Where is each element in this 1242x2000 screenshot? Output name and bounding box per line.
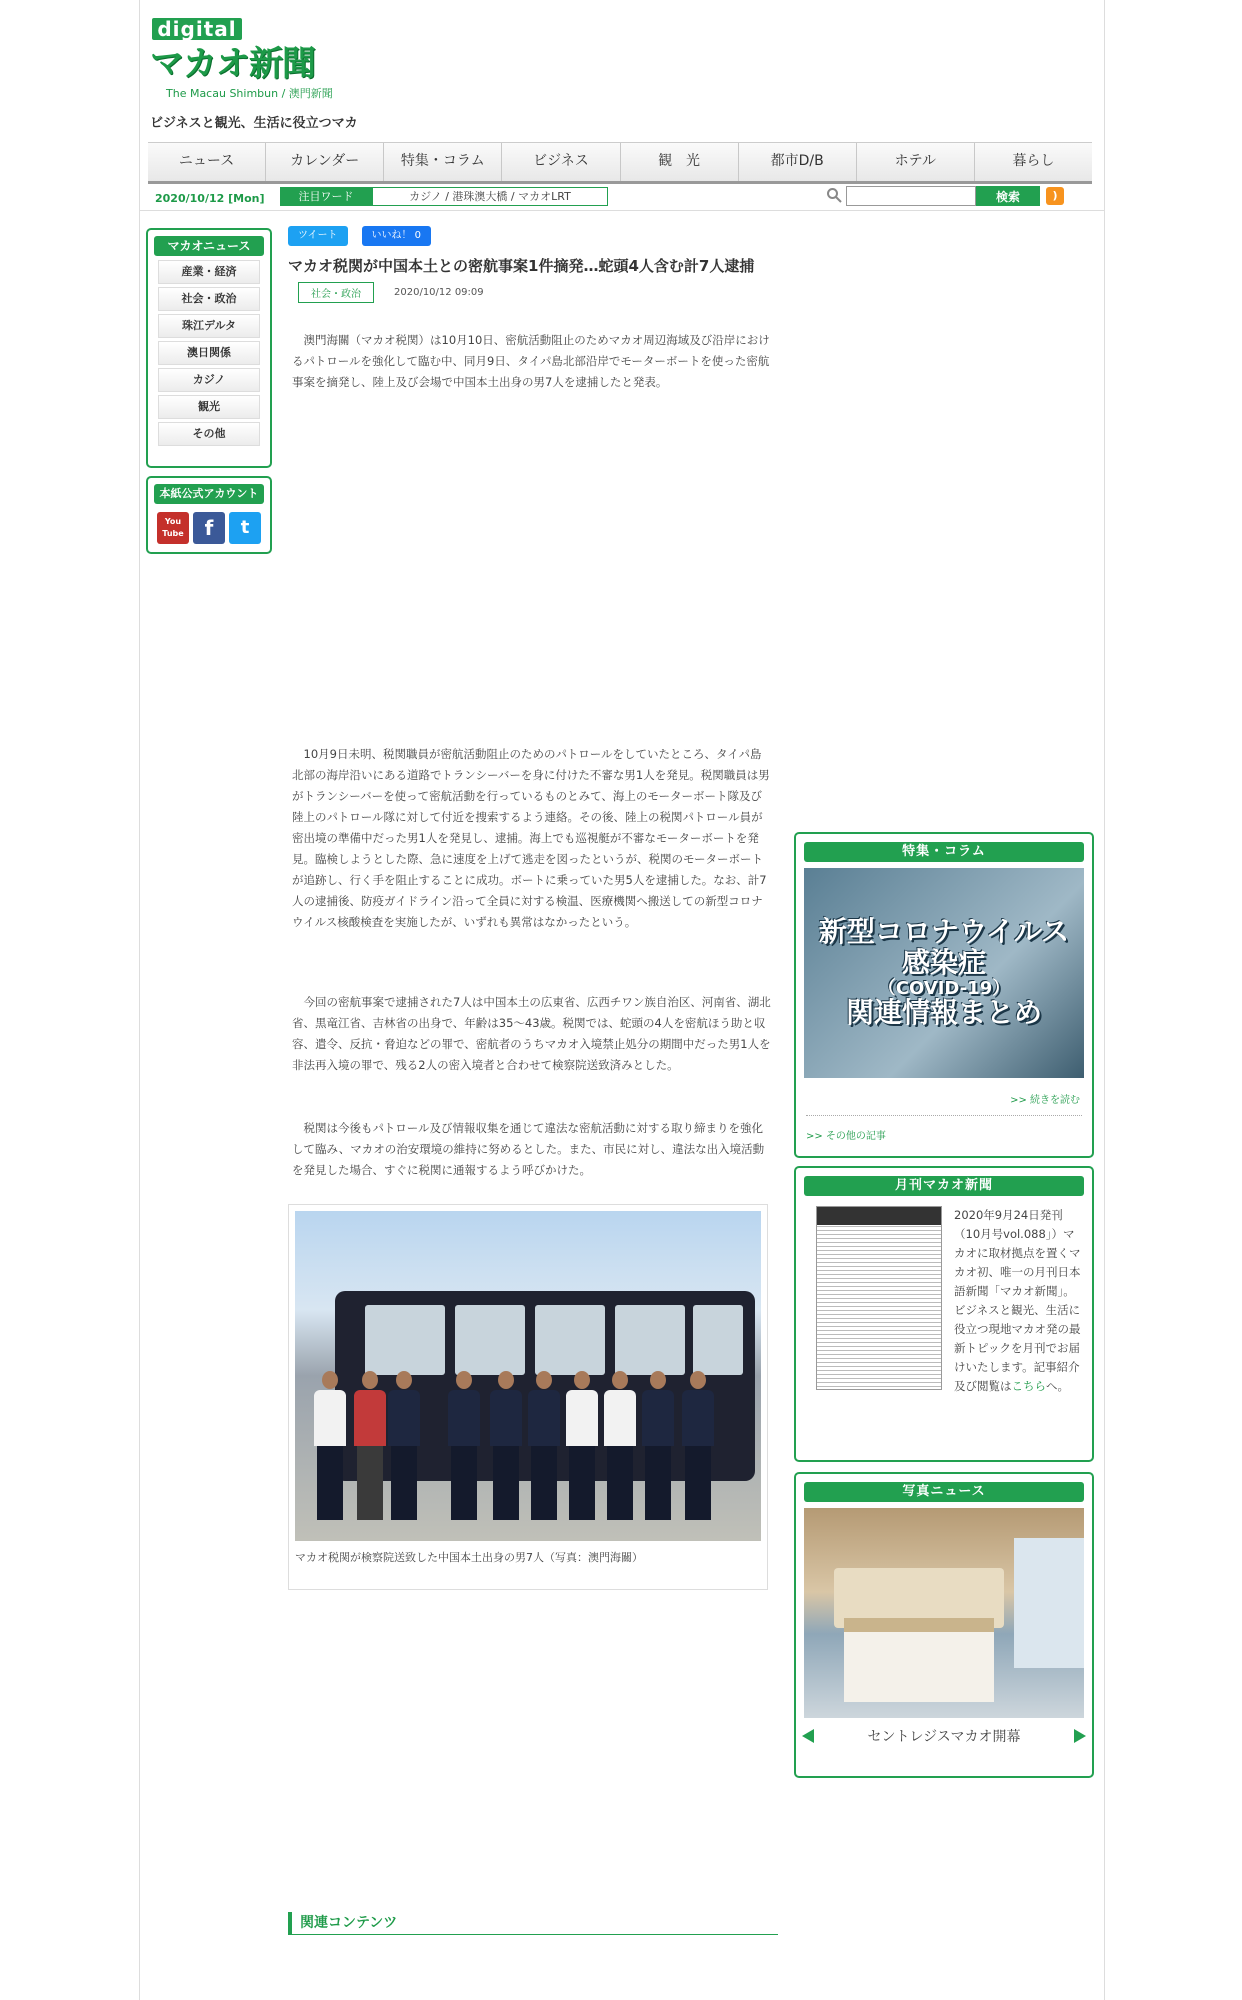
nav-city-db[interactable]: 都市D/B: [739, 143, 857, 181]
photo-news-caption[interactable]: セントレジスマカオ開幕: [867, 1729, 1021, 1745]
social-links: [148, 512, 270, 544]
header-divider: [140, 210, 1104, 211]
main-nav: [148, 142, 1092, 181]
banner-line: 関連情報まとめ: [845, 996, 1042, 1030]
related-content-heading: [288, 1912, 778, 1935]
twitter-icon[interactable]: t: [229, 512, 261, 544]
photo-news-box: [794, 1472, 1094, 1778]
category-macau-japan[interactable]: 澳日関係: [158, 341, 260, 365]
article-paragraph: 澳門海關（マカオ税関）は10月10日、密航活動阻止のためマカオ周辺海域及び沿岸におけるパトロールを強化して臨む中、同月9日、タイパ島北部沿岸でモーターボートを使った密航事案を摘発し、陸上及び会場で中国本土出身の男7人を逮捕したと発表。: [292, 333, 770, 389]
magazine-cover[interactable]: [816, 1206, 942, 1390]
monthly-paper-box: [794, 1166, 1094, 1462]
logo-digital[interactable]: digital: [152, 18, 242, 40]
nav-business[interactable]: ビジネス: [502, 143, 620, 181]
search-input[interactable]: [846, 186, 976, 206]
monthly-paper-content: [796, 1202, 1092, 1406]
article-paragraph: 今回の密航事案で逮捕された7人は中国本土の広東省、広西チワン族自治区、河南省、湖北省、黒竜江省、吉林省の出身で、年齢は35〜43歳。税関では、蛇頭の4人を密航ほう助と収容、遣令、反抗・脅迫などの罪で、密航者のうちマカオ入境禁止処分の期間中だった男1人を非法再入境の罪で、残る2人の密入境者と合わせて検察院送致済みとした。: [292, 995, 771, 1072]
official-accounts-box: [146, 476, 272, 554]
news-category-title: マカオニュース: [154, 236, 264, 256]
article-photo-box: [288, 1204, 768, 1590]
photo-caption: マカオ税関が検察院送致した中国本土出身の男7人（写真：澳門海關）: [295, 1551, 643, 1564]
article-paragraph: 税関は今後もパトロール及び情報収集を通じて違法な密航活動に対する取り締まりを強化して臨み、マカオの治安環境の維持に努めるとした。また、市民に対し、違法な出入境活動を発見した場合、すぐに税関に通報するよう呼びかけた。: [292, 1121, 765, 1177]
article: [288, 226, 776, 1564]
site-logo[interactable]: マカオ新聞: [150, 44, 315, 84]
category-tourism[interactable]: 観光: [158, 395, 260, 419]
prev-arrow-icon[interactable]: [802, 1729, 814, 1743]
category-casino[interactable]: カジノ: [158, 368, 260, 392]
share-buttons: [288, 226, 776, 246]
category-other[interactable]: その他: [158, 422, 260, 446]
category-society[interactable]: 社会・政治: [158, 287, 260, 311]
feature-column-box: [794, 832, 1094, 1158]
news-category-box: [146, 228, 272, 468]
feature-column-title: 特集・コラム: [804, 842, 1084, 862]
article-paragraph: 10月9日未明、税関職員が密航活動阻止のためのパトロールをしていたところ、タイパ島北部の海岸沿いにある道路でトランシーバーを身に付けた不審な男1人を発見。税関職員は男がトランシーバーを使って密航活動を行っているものとみて、海上のモーターボート隊及び陸上のパトロール隊に対して付近を捜索するよう連絡。その後、陸上の税関パトロール員が密出境の準備中だった男1人を発見し、逮捕。海上でも巡視艇が不審なモーターボートを発見。臨検しようとした際、急に速度を上げて逃走を図ったというが、税関のモーターボートが追跡し、行く手を阻止することに成功。ボートに乗っていた男5人を逮捕した。なお、計7人の逮捕後、防疫ガイドライン沿って全員に対する検温、医療機関へ搬送しての新型コロナウイルス核酸検査を実施したが、いずれも異常はなかったという。: [292, 747, 770, 929]
page: [139, 0, 1105, 2000]
article-meta: [288, 282, 776, 303]
read-more-link[interactable]: >> 続きを読む: [1010, 1095, 1080, 1106]
category-pearl-delta[interactable]: 珠江デルタ: [158, 314, 260, 338]
tweet-button[interactable]: ツイート: [288, 226, 348, 246]
nav-hotel[interactable]: ホテル: [857, 143, 975, 181]
category-economy[interactable]: 産業・経済: [158, 260, 260, 284]
other-articles-link[interactable]: >> その他の記事: [806, 1131, 886, 1142]
sub-bar: [140, 186, 1104, 212]
facebook-icon[interactable]: f: [193, 512, 225, 544]
related-content-title: 関連コンテンツ: [300, 1915, 398, 1931]
nav-living[interactable]: 暮らし: [1012, 153, 1055, 169]
rss-icon[interactable]: ): [1046, 187, 1064, 205]
photo-news-title: 写真ニュース: [804, 1482, 1084, 1502]
youtube-icon[interactable]: You Tube: [157, 512, 189, 544]
publish-date: 2020/10/12 09:09: [394, 287, 484, 298]
nav-calendar[interactable]: カレンダー: [266, 143, 384, 181]
banner-line: 感染症: [901, 945, 986, 979]
official-accounts-title: 本紙公式アカウント: [154, 484, 264, 504]
next-arrow-icon[interactable]: [1074, 1729, 1086, 1743]
current-date: 2020/10/12 [Mon]: [155, 192, 265, 205]
article-photo[interactable]: [295, 1211, 761, 1541]
monthly-paper-title: 月刊マカオ新聞: [804, 1176, 1084, 1196]
banner-line: 新型コロナウイルス: [818, 914, 1070, 948]
article-headline: マカオ税関が中国本土との密航事案1件摘発…蛇頭4人含む計7人逮捕: [288, 257, 755, 275]
nav-news[interactable]: ニュース: [148, 143, 266, 181]
nav-tourism[interactable]: 観 光: [621, 143, 739, 181]
photo-news-image[interactable]: [804, 1508, 1084, 1718]
tagline: ビジネスと観光、生活に役立つマカ: [150, 116, 358, 131]
banner-line: （COVID-19）: [877, 977, 1011, 999]
keyword-links[interactable]: カジノ / 港珠澳大橋 / マカオLRT: [372, 187, 608, 206]
monthly-paper-text: 2020年9月24日発刊（10月号vol.088」）マカオに取材拠点を置くマカオ初、唯一の月刊日本語新聞「マカオ新聞」。ビジネスと観光、生活に役立つ現地マカオ発の最新トピックを月刊でお届けいたします。記事紹介及び閲覧はこちらへ。: [954, 1208, 1081, 1393]
covid-feature-banner[interactable]: [804, 868, 1084, 1078]
search-icon: [826, 187, 842, 203]
search-button[interactable]: 検索: [976, 186, 1040, 206]
photo-news-slider: [796, 1718, 1092, 1758]
like-button[interactable]: いいね！ 0: [362, 226, 432, 246]
logo-subtitle: The Macau Shimbun / 澳門新聞: [166, 87, 333, 100]
category-tag[interactable]: 社会・政治: [298, 282, 374, 303]
monthly-paper-link[interactable]: こちら: [1011, 1379, 1046, 1393]
nav-features[interactable]: 特集・コラム: [384, 143, 502, 181]
keyword-label: 注目ワード: [280, 187, 372, 206]
